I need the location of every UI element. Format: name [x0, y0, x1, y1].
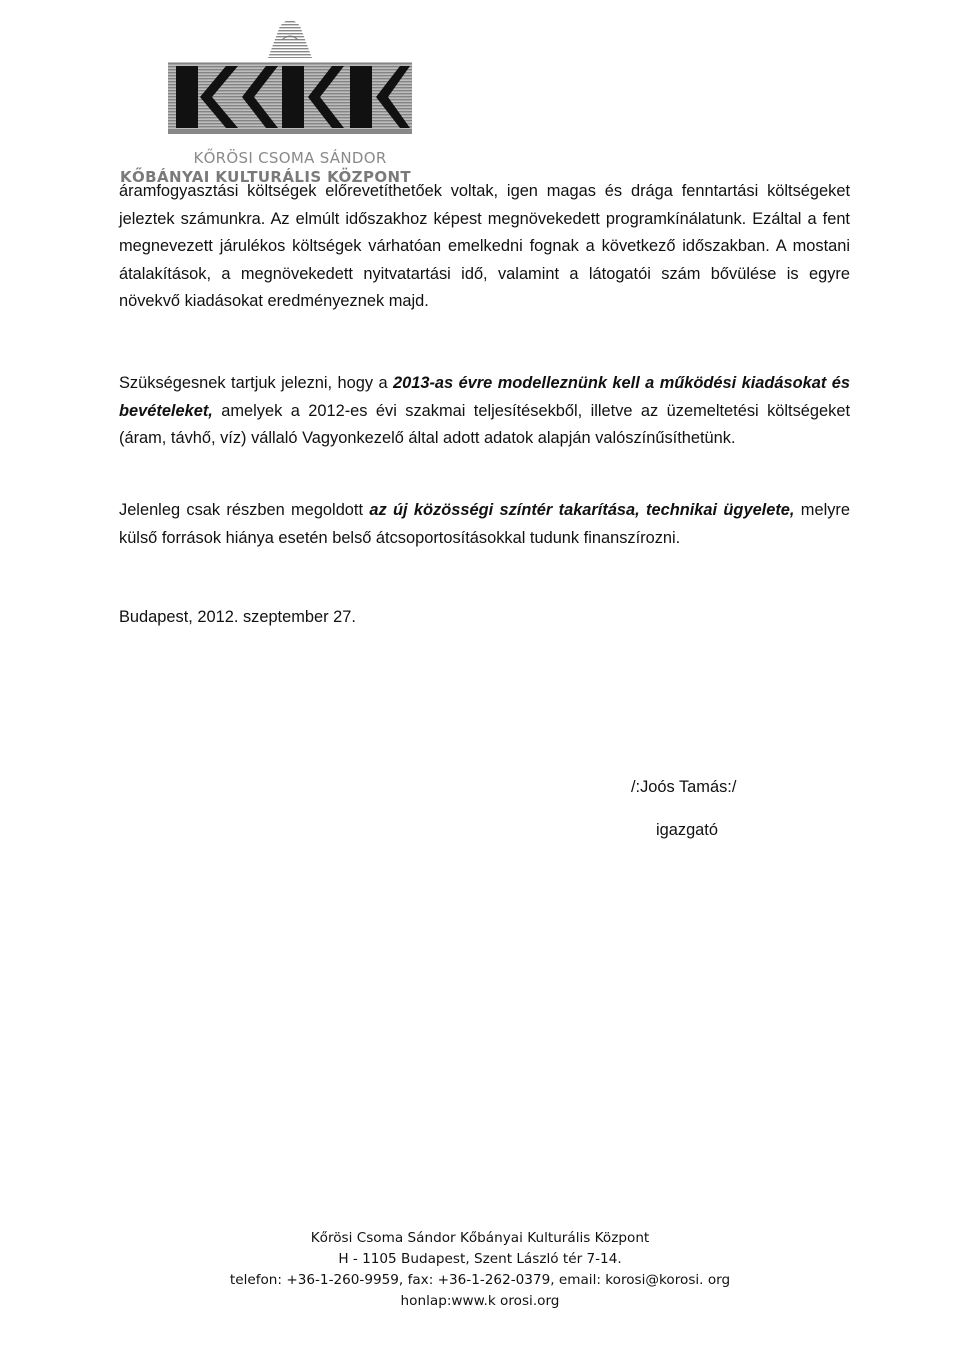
- paragraph-2: [119, 370, 850, 453]
- paragraph-2-text-a: Szükségesnek tartjuk jelezni, hogy a: [119, 374, 393, 392]
- footer-website: honlap:www.k orosi.org: [400, 1293, 560, 1309]
- footer-contact: telefon: +36-1-260-9959, fax: +36-1-262-0379, email: korosi@korosi. org: [229, 1272, 731, 1288]
- signature-title: igazgató: [656, 821, 718, 839]
- document-date: Budapest, 2012. szeptember 27.: [119, 608, 356, 626]
- footer-org-name: Kőrösi Csoma Sándor Kőbányai Kulturális Központ: [310, 1230, 650, 1246]
- header-logo: [120, 18, 458, 186]
- paragraph-3-emphasis: az új közösségi színtér takarítása, technikai ügyelete,: [369, 501, 795, 519]
- kkk-logo-icon: [162, 18, 418, 146]
- paragraph-3-text-b: melyre külső források hiánya esetén belső átcsoportosításokkal tudunk finanszírozni.: [119, 501, 850, 547]
- paragraph-1: áramfogyasztási költségek előrevetíthetőek voltak, igen magas és drága fenntartási költségeket jeleztek számunkra. Az elmúlt időszakhoz képest megnövekedett programkínálatunk. Ezáltal a fent megnevezett járulékos költségek várhatóan emelkedni fognak a következő időszakban. A mostani átalakítások, a megnövekedett nyitvatartási idő, valamint a látogatói szám bővülése is egyre növekvő kiadásokat eredményeznek majd.: [119, 182, 850, 310]
- footer-address: H - 1105 Budapest, Szent László tér 7-14.: [338, 1251, 622, 1267]
- footer: [0, 1228, 960, 1312]
- logo-org-subtitle: KŐBÁNYAI KULTURÁLIS KÖZPONT: [120, 168, 412, 186]
- signature-name: /:Joós Tamás:/: [631, 778, 737, 796]
- paragraph-2-emphasis: 2013-as évre modelleznünk kell a működési kiadásokat és bevételeket,: [119, 374, 851, 420]
- paragraph-3: [119, 497, 850, 552]
- paragraph-3-text-a: Jelenleg csak részben megoldott: [119, 501, 370, 519]
- logo-org-name: KŐRÖSI CSOMA SÁNDOR: [193, 149, 387, 167]
- paragraph-2-text-b: amelyek a 2012-es évi szakmai teljesítésekből, illetve az üzemeltetési költségeket (áram, távhő, víz) vállaló Vagyonkezelő által adott adatok alapján valószínűsíthetünk.: [119, 401, 850, 447]
